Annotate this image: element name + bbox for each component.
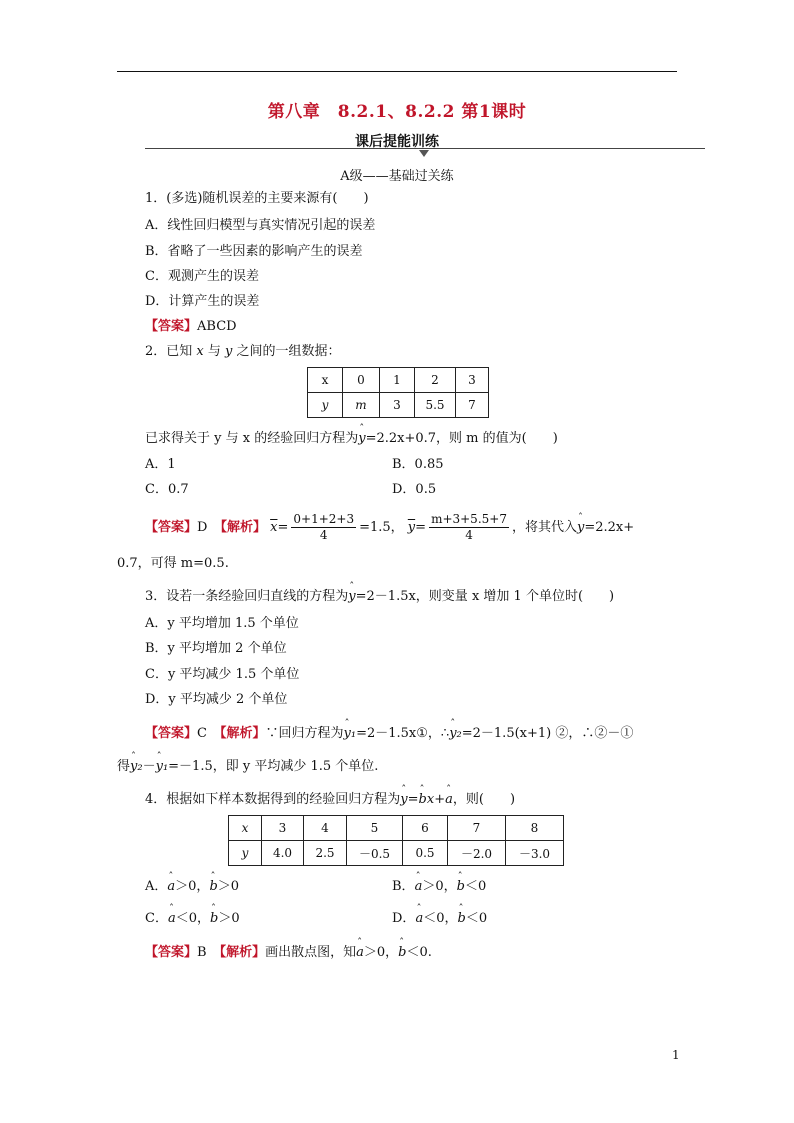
option-text: ＜0 (464, 879, 487, 894)
eq-text: =2.2x+ (584, 520, 635, 535)
table-row (308, 368, 489, 393)
a-hat: ˆ a (415, 879, 423, 895)
numerator: 0+1+2+3 (293, 512, 355, 526)
table-cell: 1 (380, 368, 415, 393)
q4-option-c (145, 911, 240, 927)
eq-text: ，将其代入 (511, 520, 577, 535)
q1-answer (145, 319, 237, 335)
stem-text: 2．已知 (145, 344, 197, 359)
denominator: 4 (319, 528, 328, 542)
answer-value: ABCD (197, 319, 237, 334)
table-row (308, 393, 489, 418)
q1-option-d: D．计算产生的误差 (145, 294, 260, 309)
table-cell: 3 (456, 368, 489, 393)
q2-option-c: C．0.7 (145, 482, 189, 497)
y-hat: ˆ y (348, 589, 355, 605)
q1-option-b: B．省略了一些因素的影响产生的误差 (145, 244, 363, 259)
q2-analysis-cont: 0.7，可得 m=0.5. (117, 556, 229, 571)
answer-value: D (197, 520, 208, 535)
b-hat: ˆ b (398, 945, 406, 961)
table-cell: －3.0 (506, 841, 564, 866)
b-hat: ˆ b (457, 879, 465, 895)
q2-answer: 【答案】D 【解析】 $\overline{x}=$ $\frac{0+1+2+3}{4}$ =1.5， $\overline{y}=$ $\frac{m+3+5.5+7}{4}$ ，将其代入ˆ y=2.2x+ (145, 511, 634, 545)
table-cell: 3 (262, 816, 304, 841)
table-cell: y (229, 841, 262, 866)
y1-hat: ˆ y₁ (156, 759, 169, 775)
q3-analysis-cont (117, 759, 378, 775)
b-hat: ˆ b (457, 911, 465, 927)
a-hat: ˆ a (167, 879, 175, 895)
top-rule (117, 71, 677, 72)
analysis-text: =2－1.5(x+1) ②，∴②－① (461, 726, 634, 741)
a-hat: ˆ a (168, 911, 176, 927)
fraction (429, 512, 509, 543)
option-text: ＞0， (422, 879, 457, 894)
b-hat: ˆ b (210, 911, 218, 927)
table-cell: 3 (380, 393, 415, 418)
table-cell: 2 (415, 368, 456, 393)
stem-text: =2－1.5x，则变量 x 增加 1 个单位时( ) (355, 589, 615, 604)
analysis-tag: 【解析】 (220, 520, 266, 535)
table-row (229, 841, 564, 866)
table-cell: 5.5 (415, 393, 456, 418)
var-x: x (196, 344, 204, 359)
option-text: ＜0， (175, 911, 210, 926)
table-row (229, 816, 564, 841)
table-cell: y (308, 393, 343, 418)
answer-value: C (197, 726, 207, 741)
answer-tag: 【答案】 (145, 520, 198, 535)
table-cell: 6 (403, 816, 448, 841)
numerator: m+3+5.5+7 (431, 512, 507, 526)
stem-text: x+ (426, 792, 446, 807)
page-title: 第八章 8.2.1、8.2.2 第1课时 (267, 102, 527, 122)
q1-option-c: C．观测产生的误差 (145, 269, 259, 284)
a-hat: ˆ a (356, 945, 364, 961)
table-cell: 0.5 (403, 841, 448, 866)
triangle-marker-icon (419, 150, 429, 157)
q2-stem (145, 344, 341, 360)
table-cell: 7 (448, 816, 506, 841)
q4-option-d (392, 911, 487, 927)
table-cell: 4 (304, 816, 347, 841)
stem-text: ，则( ) (452, 792, 516, 807)
q2-data-table (307, 367, 489, 418)
option-text: ＜0 (465, 911, 488, 926)
option-text: ＜0， (423, 911, 458, 926)
option-label: B． (392, 879, 415, 894)
q2-option-a: A．1 (145, 457, 176, 472)
analysis-text: － (142, 759, 156, 774)
option-label: C． (145, 911, 168, 926)
fraction (291, 512, 356, 543)
table-cell: m (343, 393, 380, 418)
analysis-text: =－1.5，即 y 平均减少 1.5 个单位. (168, 759, 379, 774)
analysis-tag: 【解析】 (219, 726, 266, 741)
analysis-text: 得 (117, 759, 131, 774)
table-cell: 5 (347, 816, 403, 841)
stem-text: = (407, 792, 419, 807)
stem-text: 与 (203, 344, 226, 359)
var-y: y (225, 344, 233, 359)
q1-option-a: A．线性回归模型与真实情况引起的误差 (145, 218, 376, 233)
table-cell: 7 (456, 393, 489, 418)
q2-line2 (145, 431, 558, 447)
x-bar: $\overline{x}$ (270, 520, 278, 535)
option-text: ＞0， (175, 879, 210, 894)
option-label: A． (145, 879, 168, 894)
q3-option-c: C．y 平均减少 1.5 个单位 (145, 667, 300, 682)
analysis-text: ∵回归方程为 (265, 726, 344, 741)
table-cell: －0.5 (347, 841, 403, 866)
analysis-text: =2－1.5x①，∴ (356, 726, 450, 741)
stem-text: =2.2x+0.7，则 m 的值为( ) (365, 431, 558, 446)
q4-stem (145, 792, 515, 808)
y-hat: ˆ y (358, 431, 365, 447)
q3-option-a: A．y 平均增加 1.5 个单位 (145, 616, 299, 631)
y-bar: $\overline{y}$ (407, 520, 416, 535)
table-cell: 2.5 (304, 841, 347, 866)
q4-option-b (392, 879, 486, 895)
q4-answer (145, 945, 432, 961)
q3-option-d: D．y 平均减少 2 个单位 (145, 692, 288, 707)
a-hat: ˆ a (415, 911, 423, 927)
analysis-tag: 【解析】 (219, 945, 266, 960)
answer-tag: 【答案】 (145, 945, 198, 960)
section-heading: A级——基础过关练 (340, 169, 454, 184)
option-text: ＞0 (217, 879, 240, 894)
q2-option-b: B．0.85 (392, 457, 444, 472)
denominator: 4 (465, 528, 473, 542)
answer-tag: 【答案】 (145, 726, 198, 741)
page-number: 1 (672, 1048, 680, 1062)
eq-text: =1.5， (359, 520, 404, 535)
q4-data-table (228, 815, 564, 866)
q3-answer (145, 726, 633, 742)
option-label: D． (392, 911, 416, 926)
table-cell: x (229, 816, 262, 841)
y1-hat: ˆ y₁ (344, 726, 357, 742)
page-subtitle: 课后提能训练 (355, 134, 439, 150)
q3-stem (145, 589, 614, 605)
table-cell: 8 (506, 816, 564, 841)
y2-hat: ˆ y₂ (449, 726, 462, 742)
stem-text: 之间的一组数据： (232, 344, 341, 359)
b-hat: ˆ b (419, 792, 427, 808)
y-hat: ˆ y (577, 511, 584, 545)
a-hat: ˆ a (445, 792, 453, 808)
q3-option-b: B．y 平均增加 2 个单位 (145, 641, 287, 656)
option-text: ＞0 (218, 911, 240, 926)
subtitle-rule (145, 148, 705, 149)
stem-text: 3．设若一条经验回归直线的方程为 (145, 589, 349, 604)
analysis-text: 画出散点图，知 (265, 945, 357, 960)
analysis-text: ＞0， (363, 945, 399, 960)
table-cell: 0 (343, 368, 380, 393)
table-cell: 4.0 (262, 841, 304, 866)
q2-option-d: D．0.5 (392, 482, 437, 497)
q4-option-a (145, 879, 239, 895)
q1-stem: 1．(多选)随机误差的主要来源有( ) (145, 191, 369, 206)
stem-text: 已求得关于 y 与 x 的经验回归方程为 (145, 431, 359, 446)
y-hat: ˆ y (400, 792, 407, 808)
table-cell: －2.0 (448, 841, 506, 866)
y2-hat: ˆ y₂ (130, 759, 143, 775)
stem-text: 4．根据如下样本数据得到的经验回归方程为 (145, 792, 401, 807)
b-hat: ˆ b (209, 879, 217, 895)
analysis-text: ＜0. (406, 945, 432, 960)
table-cell: x (308, 368, 343, 393)
answer-value: B (197, 945, 207, 960)
answer-tag: 【答案】 (145, 319, 198, 334)
